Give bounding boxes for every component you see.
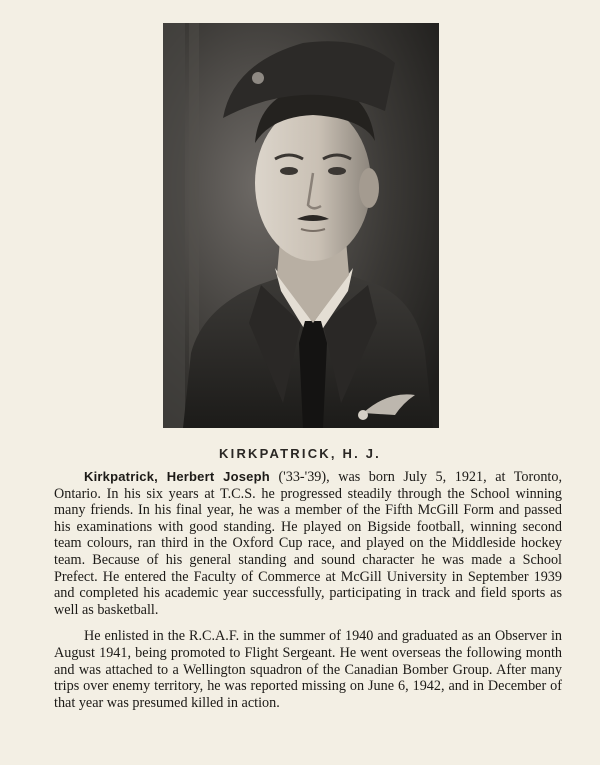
- biography-paragraph-2: He enlisted in the R.C.A.F. in the summer of 1940 and graduated as an Observer in August 1941, being promoted to Flight Sergeant. He went overseas the following month and was attached to a Wellington squadron of the Canadian Bomber Group. After many trips over enemy territory, he was reported missing on June 6, 1942, and in December of that year was presumed killed in action.: [54, 628, 562, 711]
- photo-caption: KIRKPATRICK, H. J.: [219, 446, 381, 461]
- biography-text: [54, 469, 562, 711]
- subject-name: Kirkpatrick, Herbert Joseph: [84, 469, 270, 484]
- biography-paragraph-1: [54, 469, 562, 618]
- portrait-illustration: [163, 23, 439, 428]
- paragraph-1-text: ('33-'39), was born July 5, 1921, at Toronto, Ontario. In his six years at T.C.S. he progressed steadily through the School winning many friends. In his final year, he was a member of the Fifth McGill Form and passed his examinations with good standing. He played on Bigside football, winning second team colours, ran third in the Oxford Cup race, and played on the Middleside hockey team. Because of his general standing and sound character he was made a School Prefect. He entered the Faculty of Commerce at McGill University in September 1939 and completed his academic year successfully, participating in track and field sports as well as basketball.: [54, 469, 562, 618]
- portrait-photo: [163, 23, 439, 428]
